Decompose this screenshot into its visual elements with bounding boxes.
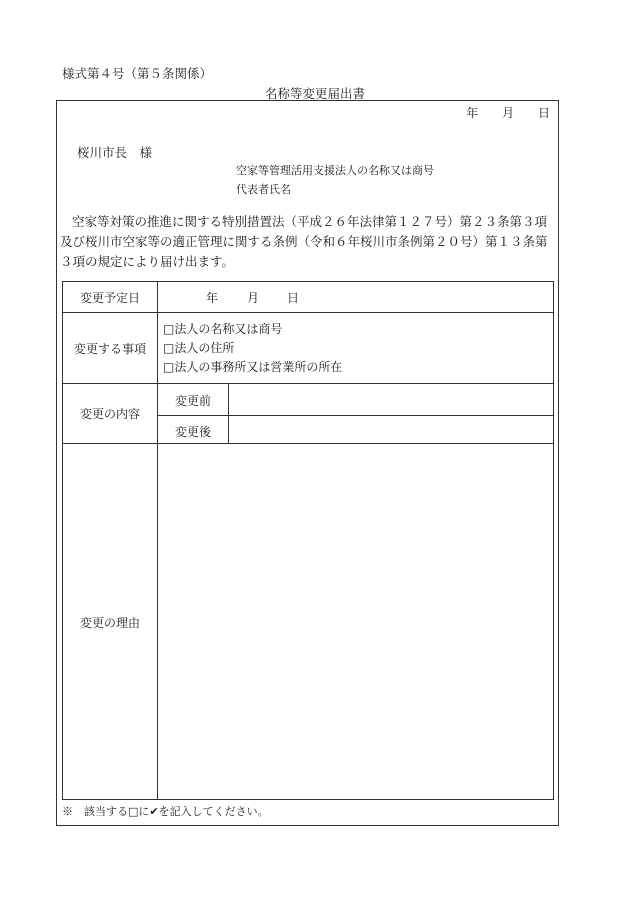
- scheduled-date-day[interactable]: 日: [287, 291, 300, 305]
- body-text: 空家等対策の推進に関する特別措置法（平成２６年法律第１２７号）第２３条第３項及び桜川市空家等の適正管理に関する条例（令和６年桜川市条例第２０号）第１３条第３項の規定により届け出ます。: [60, 214, 548, 269]
- addressee: 桜川市長 様: [77, 145, 153, 160]
- table-border-right: [553, 281, 554, 800]
- before-change-label: 変更前: [174, 394, 211, 408]
- scheduled-date-month[interactable]: 月: [247, 291, 260, 305]
- option-office-location[interactable]: □法人の事務所又は営業所の所在: [163, 360, 343, 374]
- table-border-top: [62, 281, 554, 282]
- applicant-name-label[interactable]: 空家等管理活用支援法人の名称又は商号: [236, 164, 434, 177]
- table-row-divider: [62, 312, 554, 313]
- table-border-left: [62, 281, 63, 800]
- scheduled-date-label: 変更予定日: [79, 291, 140, 305]
- submission-date[interactable]: [452, 104, 550, 121]
- date-day: 日: [537, 106, 550, 120]
- after-change-label: 変更後: [174, 425, 211, 439]
- date-year: 年: [466, 106, 479, 120]
- change-items-label: 変更する事項: [73, 342, 146, 356]
- form-title: 名称等変更届出書: [264, 86, 365, 101]
- representative-name-label[interactable]: 代表者氏名: [236, 183, 291, 196]
- option-corporate-name[interactable]: □法人の名称又は商号: [163, 322, 283, 336]
- footnote: ※ 該当する□に✔を記入してください。: [62, 805, 269, 818]
- scheduled-date-year[interactable]: 年: [206, 291, 219, 305]
- change-content-label: 変更の内容: [79, 407, 140, 421]
- table-border-bottom: [62, 799, 554, 800]
- option-corporate-address[interactable]: □法人の住所: [163, 341, 235, 355]
- change-reason-field[interactable]: [158, 444, 553, 799]
- date-month: 月: [502, 106, 515, 120]
- after-change-field[interactable]: [229, 416, 553, 443]
- before-change-field[interactable]: [229, 384, 553, 415]
- change-reason-label: 変更の理由: [79, 616, 140, 630]
- form-number: 様式第４号（第５条関係）: [62, 66, 213, 81]
